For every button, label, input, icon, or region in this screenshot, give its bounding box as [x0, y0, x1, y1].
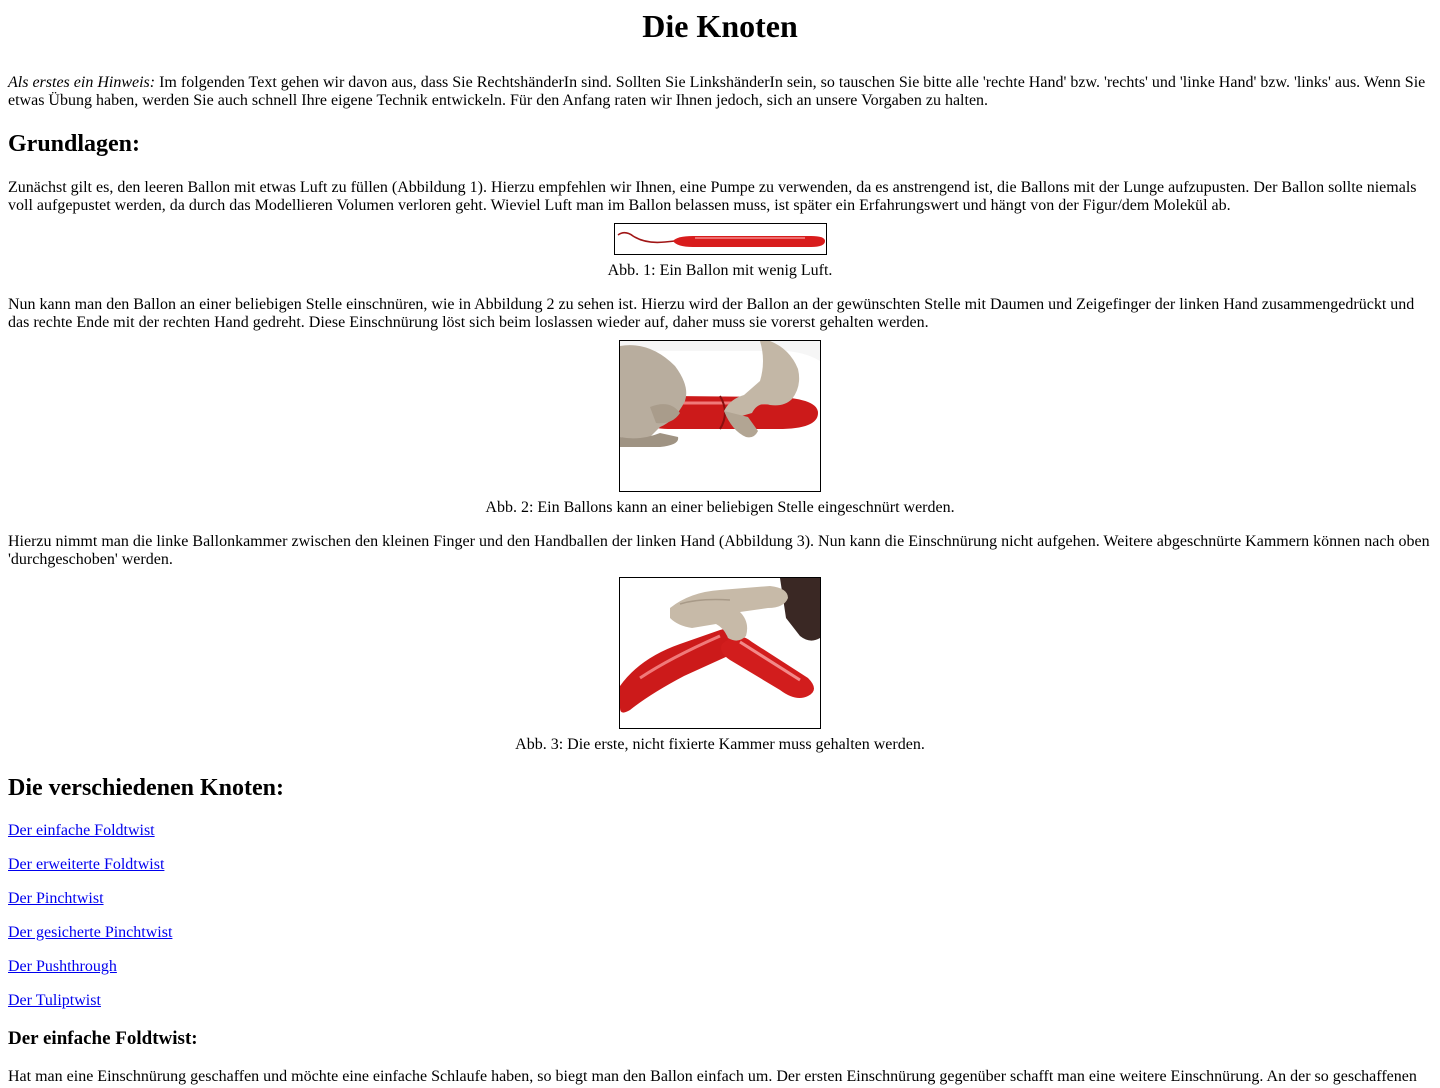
holding-balloon-image	[620, 578, 820, 728]
link-gesicherte-pinchtwist[interactable]: Der gesicherte Pinchtwist	[8, 924, 173, 941]
page	[0, 8, 1440, 1086]
link-pinchtwist[interactable]: Der Pinchtwist	[8, 890, 104, 907]
foldtwist-paragraph: Hat man eine Einschnürung geschaffen und möchte eine einfache Schlaufe haben, so biegt man den Ballon einfach um. Der ersten Einschnürung gegenüber schafft man eine weitere Einschnürung. An der so geschaffenen	[8, 1068, 1417, 1085]
list-item	[8, 924, 1432, 942]
balloon-little-air-image	[615, 224, 826, 254]
list-item	[8, 890, 1432, 908]
figure-1-image	[614, 223, 827, 255]
hint-lead: Als erstes ein Hinweis:	[8, 74, 156, 91]
list-item	[8, 856, 1432, 874]
foldtwist-heading: Der einfache Foldtwist:	[8, 1028, 198, 1049]
figure-3	[8, 577, 1432, 729]
figure-1-caption: Abb. 1: Ein Ballon mit wenig Luft.	[607, 262, 833, 279]
link-erweiterte-foldtwist[interactable]: Der erweiterte Foldtwist	[8, 856, 165, 873]
basics-paragraph-3: Hierzu nimmt man die linke Ballonkammer zwischen den kleinen Finger und den Handballen der linken Hand (Abbildung 3). Nun kann die Einschnürung nicht aufgehen. Weitere abgeschnürte Kammern können nach oben 'durchgeschoben' werden.	[8, 533, 1430, 568]
page-title: Die Knoten	[642, 8, 798, 44]
basics-paragraph-1: Zunächst gilt es, den leeren Ballon mit etwas Luft zu füllen (Abbildung 1). Hierzu empfehlen wir Ihnen, eine Pumpe zu verwenden, da es anstrengend ist, die Ballons mit der Lunge aufzupusten. Der Ballon sollte niemals voll aufgepustet werden, da durch das Modellieren Volumen verloren geht. Wieviel Luft man im Ballon belassen muss, ist später ein Erfahrungswert und hängt von der Figur/dem Molekül ab.	[8, 179, 1417, 214]
link-pushthrough[interactable]: Der Pushthrough	[8, 958, 117, 975]
link-einfache-foldtwist[interactable]: Der einfache Foldtwist	[8, 822, 155, 839]
basics-heading: Grundlagen:	[8, 131, 141, 157]
hint-text: Im folgenden Text gehen wir davon aus, dass Sie RechtshänderIn sind. Sollten Sie LinkshänderIn sein, so tauschen Sie bitte alle 'rechte Hand' bzw. 'rechts' und 'linke Hand' bzw. 'links' aus. Wenn Sie etwas Übung haben, werden Sie auch schnell Ihre eigene Technik entwickeln. Für den Anfang raten wir Ihnen jedoch, sich an unsere Vorgaben zu halten.	[8, 74, 1426, 109]
figure-2-image	[619, 340, 821, 492]
hint-paragraph	[8, 74, 1432, 110]
basics-paragraph-2: Nun kann man den Ballon an einer beliebigen Stelle einschnüren, wie in Abbildung 2 zu sehen ist. Hierzu wird der Ballon an der gewünschten Stelle mit Daumen und Zeigefinger der linken Hand zusammengedrückt und das rechte Ende mit der rechten Hand gedreht. Diese Einschnürung löst sich beim loslassen wieder auf, daher muss sie vorerst gehalten werden.	[8, 296, 1415, 331]
link-tuliptwist[interactable]: Der Tuliptwist	[8, 992, 101, 1009]
figure-2	[8, 340, 1432, 492]
figure-3-caption: Abb. 3: Die erste, nicht fixierte Kammer muss gehalten werden.	[515, 736, 925, 753]
list-item	[8, 992, 1432, 1010]
knots-link-list	[8, 822, 1432, 1010]
figure-3-image	[619, 577, 821, 729]
twisting-balloon-image	[620, 341, 820, 491]
list-item	[8, 958, 1432, 976]
list-item	[8, 822, 1432, 840]
figure-1	[8, 223, 1432, 255]
knots-heading: Die verschiedenen Knoten:	[8, 775, 284, 801]
figure-2-caption: Abb. 2: Ein Ballons kann an einer beliebigen Stelle eingeschnürt werden.	[485, 499, 955, 516]
